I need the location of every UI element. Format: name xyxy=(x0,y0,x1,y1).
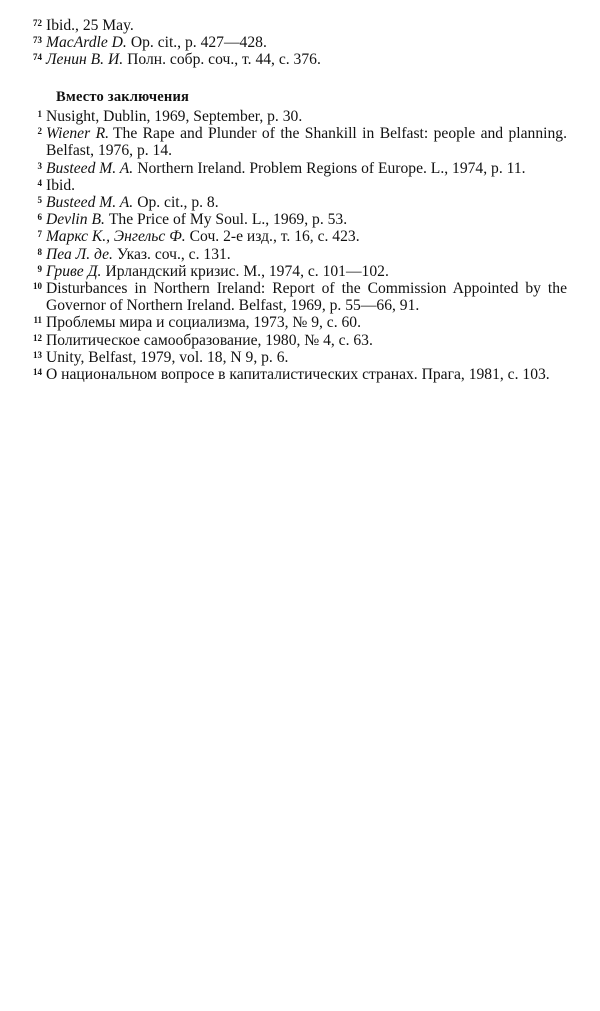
footnote xyxy=(22,332,567,349)
footnote-number: 4 xyxy=(37,177,42,188)
footnote xyxy=(22,349,567,366)
footnote-text: Ирландский кризис. М., 1974, с. 101—102. xyxy=(105,262,389,280)
footnote-number: 10 xyxy=(33,281,42,292)
footnote-text: О национальном вопросе в капиталистических странах. Прага, 1981, с. 103. xyxy=(46,366,550,384)
footnote-number: 3 xyxy=(37,160,42,171)
section-heading: Вместо заключения xyxy=(56,89,190,105)
footnote-author: Гриве Д. xyxy=(46,262,102,280)
footnote xyxy=(22,108,567,125)
footnote xyxy=(22,51,567,68)
footnote-author: MacArdle D. xyxy=(46,34,127,52)
footnote-number: 2 xyxy=(37,126,42,137)
footnote-text: The Price of My Soul. L., 1969, p. 53. xyxy=(108,211,348,229)
footnote-number: 1 xyxy=(37,109,42,119)
footnote-text: Disturbances in Northern Ireland: Report of the Commission Appointed by the Governor of Northern Ireland. Belfast, 1969, p. 55—66, 91. xyxy=(46,280,567,315)
footnote-number: 6 xyxy=(37,212,42,223)
footnote-text: Проблемы мира и социализма, 1973, № 9, с. 60. xyxy=(46,314,361,332)
footnote-number: 11 xyxy=(33,315,42,326)
footnote-text: The Rape and Plunder of the Shankill in Belfast: people and planning. Belfast, 1976, p. 14. xyxy=(46,125,567,160)
footnote-number: 13 xyxy=(33,349,42,360)
footnote xyxy=(22,211,567,228)
notes-list xyxy=(22,108,567,383)
footnote xyxy=(22,125,567,159)
footnote-text: Ibid., 25 May. xyxy=(46,17,134,34)
previous-notes-list xyxy=(22,17,567,69)
footnote-author: Ленин В. И. xyxy=(46,51,124,69)
footnote-number: 8 xyxy=(37,246,42,257)
footnote-text: Полн. собр. соч., т. 44, с. 376. xyxy=(127,51,321,69)
footnote xyxy=(22,366,567,383)
footnote xyxy=(22,160,567,177)
footnote-number: 74 xyxy=(33,52,42,63)
footnote xyxy=(22,177,567,194)
footnote-author: Busteed M. A. xyxy=(46,194,134,212)
footnote xyxy=(22,314,567,331)
footnote-text: Northern Ireland. Problem Regions of Europe. L., 1974, p. 11. xyxy=(137,159,526,177)
footnote-text: Политическое самообразование, 1980, № 4, с. 63. xyxy=(46,331,373,349)
footnote-number: 12 xyxy=(33,332,42,343)
footnote-number: 73 xyxy=(33,35,42,46)
footnote-text: Соч. 2-е изд., т. 16, с. 423. xyxy=(189,228,360,246)
footnote xyxy=(22,194,567,211)
footnote xyxy=(22,263,567,280)
footnote-text: Nusight, Dublin, 1969, September, p. 30. xyxy=(46,108,303,125)
footnote xyxy=(22,246,567,263)
footnote-author: Маркс К., Энгельс Ф. xyxy=(46,228,186,246)
footnote xyxy=(22,17,567,34)
footnote-number: 7 xyxy=(37,229,42,240)
footnote-author: Пеа Л. де. xyxy=(46,245,113,263)
footnote xyxy=(22,34,567,51)
footnote-number: 14 xyxy=(33,367,42,378)
footnote-author: Devlin B. xyxy=(46,211,105,229)
footnote-text: Op. cit., p. 8. xyxy=(137,194,219,212)
footnote xyxy=(22,280,567,314)
footnote-author: Busteed M. A. xyxy=(46,159,134,177)
footnote-text: Unity, Belfast, 1979, vol. 18, N 9, p. 6. xyxy=(46,348,289,366)
footnote-author: Wiener R. xyxy=(46,125,109,143)
footnote xyxy=(22,228,567,245)
footnote-text: Указ. соч., с. 131. xyxy=(116,245,231,263)
footnote-text: Op. cit., p. 427—428. xyxy=(130,34,267,52)
footnote-number: 9 xyxy=(37,263,42,274)
footnote-number: 5 xyxy=(37,195,42,206)
footnote-text: Ibid. xyxy=(46,176,76,194)
footnote-number: 72 xyxy=(33,18,42,28)
